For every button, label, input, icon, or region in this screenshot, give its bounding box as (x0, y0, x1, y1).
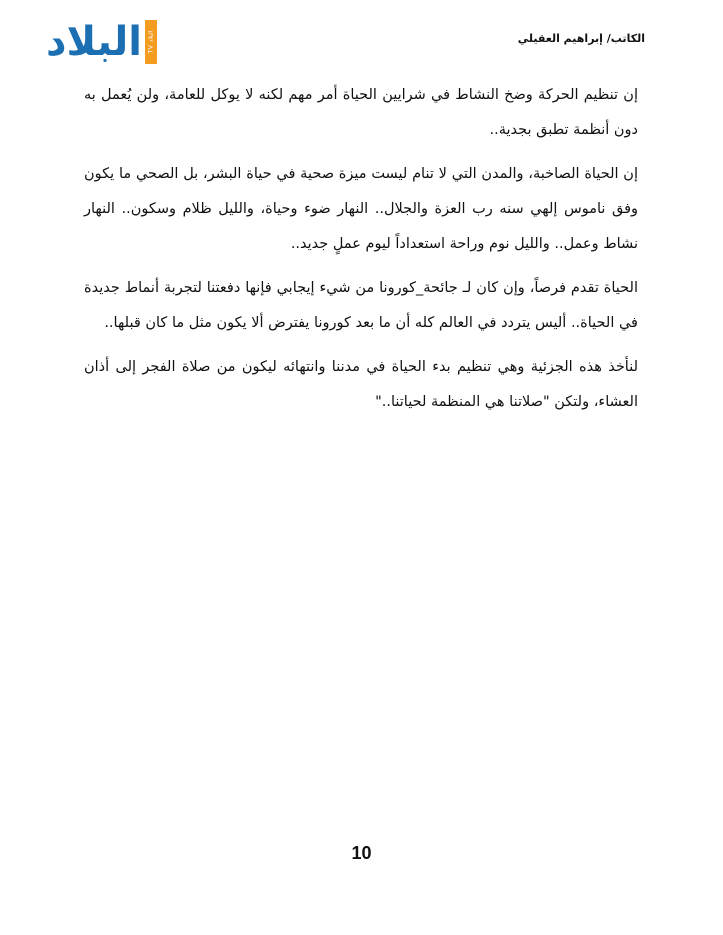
logo-wordmark: البلاد (46, 19, 142, 65)
page-number: 10 (351, 843, 372, 863)
paragraph: لنأخذ هذه الجزئية وهي تنظيم بدء الحياة في مدننا وانتهائه ليكون من صلاة الفجر إلى أذان العشاء، ولتكن "صلاتنا هي المنظمة لحياتنا.." (84, 359, 638, 410)
logo-tag-text: TV البلاد (147, 30, 155, 54)
paragraph: إن الحياة الصاخبة، والمدن التي لا تنام ليست ميزة صحية في حياة البشر، بل الصحي ما يكون وفق ناموس إلهي سنه رب العزة والجلال.. النهار ضوء وحياة، والليل ظلام وسكون.. النهار نشاط وعمل.. والليل نوم وراحة استعداداً ليوم عملٍ جديد.. (84, 166, 638, 252)
page-header (46, 16, 645, 68)
paragraph: إن تنظيم الحركة وضخ النشاط في شرايين الحياة أمر مهم لكنه لا يوكل للعامة، ولن يُعمل به دون أنظمة تطبق بجدية.. (84, 87, 638, 138)
logo-tv-tag (145, 20, 157, 64)
article-body (84, 78, 638, 429)
newspaper-logo (46, 16, 157, 64)
paragraph: الحياة تقدم فرصاً، وإن كان لـ جائحة_كورونا من شيء إيجابي فإنها دفعتنا لتجربة أنماط جديدة في الحياة.. أليس يتردد في العالم كله أن ما بعد كورونا يفترض ألا يكون مثل ما كان قبلها.. (84, 280, 638, 331)
author-name: الكاتب/ إبراهيم العقيلي (517, 32, 645, 45)
